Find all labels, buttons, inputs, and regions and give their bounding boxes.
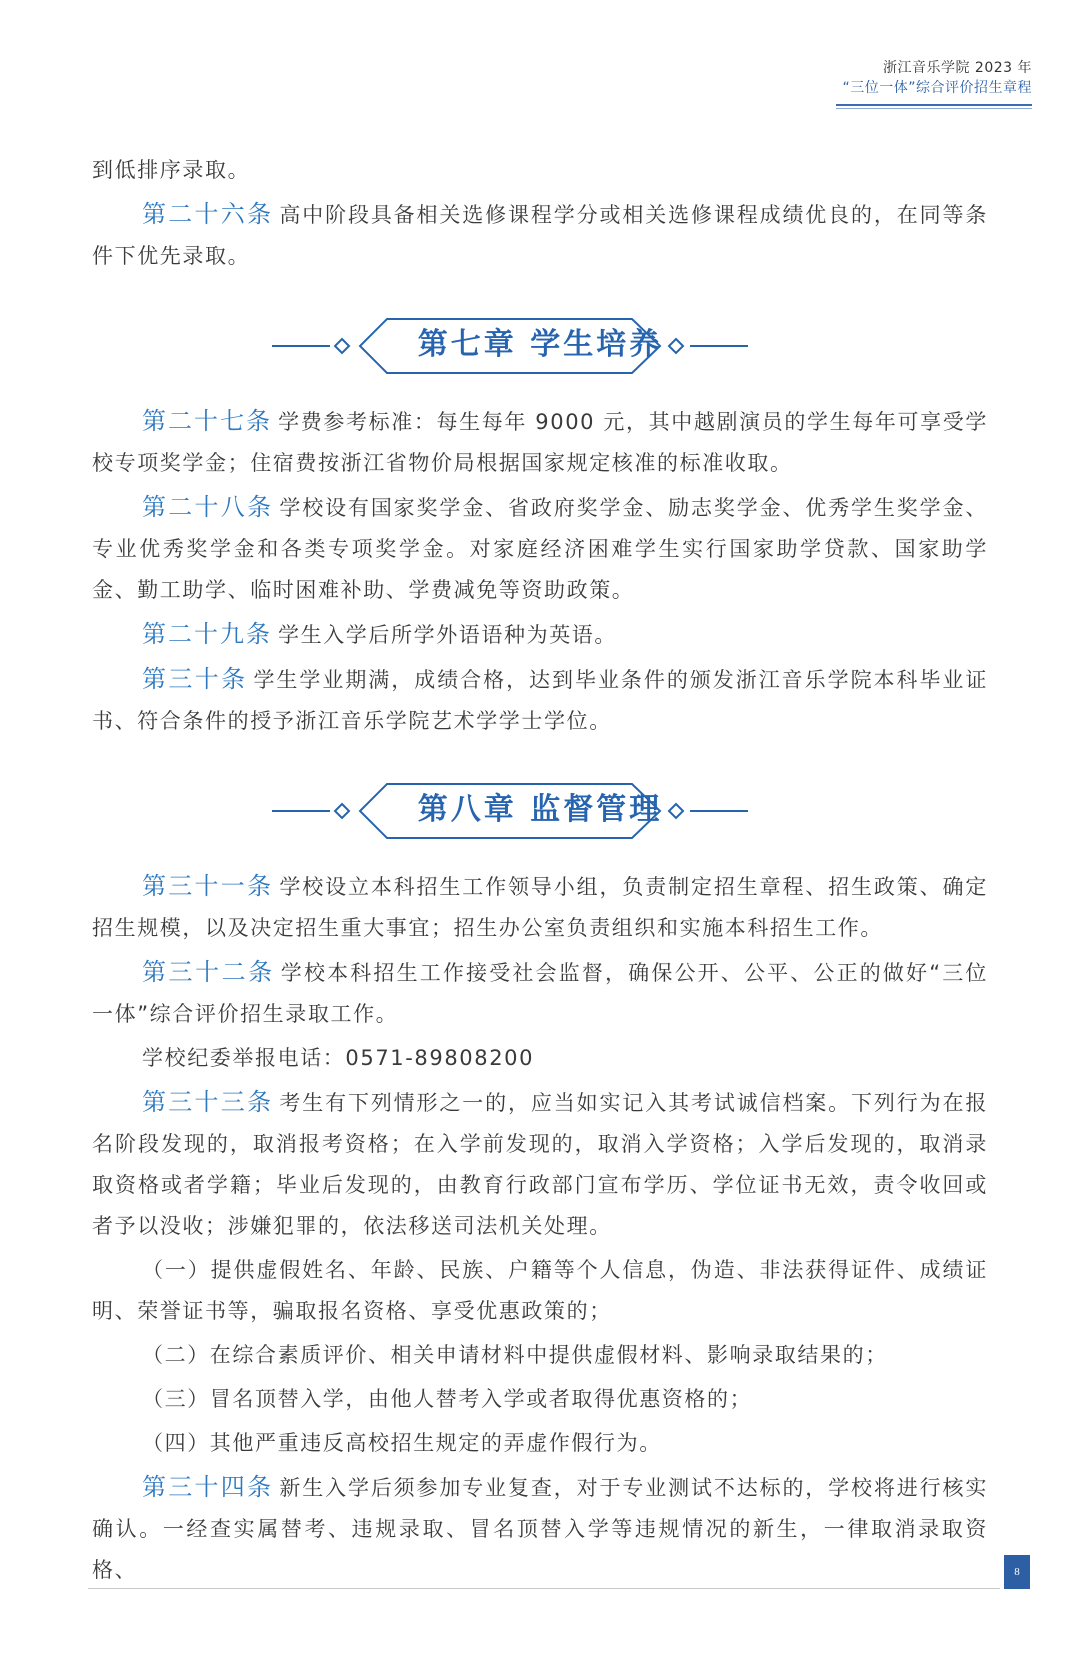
header-rule-thin xyxy=(836,108,1032,109)
article-33 xyxy=(92,1082,988,1247)
article-number: 第三十一条 xyxy=(142,872,274,900)
article-text: 学生入学后所学外语语种为英语。 xyxy=(278,623,617,647)
article-number: 第三十三条 xyxy=(142,1088,274,1116)
list-item: （三）冒名顶替入学，由他人替考入学或者取得优惠资格的； xyxy=(142,1387,753,1411)
paragraph-continuation: 到低排序录取。 xyxy=(92,158,251,182)
chapter-8-heading xyxy=(92,776,988,846)
article-34 xyxy=(92,1467,988,1591)
article-26 xyxy=(92,194,988,277)
article-text: 学校本科招生工作接受社会监督，确保公开、公平、公正的做好“三位一体”综合评价招生录取工作。 xyxy=(92,961,989,1026)
article-number: 第二十六条 xyxy=(142,200,274,228)
list-item: （四）其他严重违反高校招生规定的弄虚作假行为。 xyxy=(142,1431,662,1455)
list-item: （一）提供虚假姓名、年龄、民族、户籍等个人信息，伪造、非法获得证件、成绩证明、荣誉证书等，骗取报名资格、享受优惠政策的； xyxy=(92,1258,988,1323)
list-item: （二）在综合素质评价、相关申请材料中提供虚假材料、影响录取结果的； xyxy=(142,1343,888,1367)
article-28 xyxy=(92,487,988,611)
header-doc-title: “三位一体”综合评价招生章程 xyxy=(842,80,1032,96)
article-text: 高中阶段具备相关选修课程学分或相关选修课程成绩优良的，在同等条件下优先录取。 xyxy=(92,203,988,268)
chapter-title: 第七章 学生培养 xyxy=(417,327,663,362)
article-text: 学校设立本科招生工作领导小组，负责制定招生章程、招生政策、确定招生规模，以及决定招生重大事宜；招生办公室负责组织和实施本科招生工作。 xyxy=(92,875,988,940)
footer-rule xyxy=(88,1588,1000,1589)
document-body xyxy=(92,150,988,1591)
article-27 xyxy=(92,401,988,484)
article-number: 第二十七条 xyxy=(142,407,273,435)
article-text: 学校设有国家奖学金、省政府奖学金、励志奖学金、优秀学生奖学金、专业优秀奖学金和各类专项奖学金。对家庭经济困难学生实行国家助学贷款、国家助学金、勤工助学、临时困难补助、学费减免等资助政策。 xyxy=(92,496,988,602)
article-text: 考生有下列情形之一的，应当如实记入其考试诚信档案。下列行为在报名阶段发现的，取消报考资格；在入学前发现的，取消入学资格；入学后发现的，取消录取资格或者学籍；毕业后发现的，由教育行政部门宣布学历、学位证书无效，责令收回或者予以没收；涉嫌犯罪的，依法移送司法机关处理。 xyxy=(92,1091,988,1238)
page-header xyxy=(842,58,1032,98)
article-number: 第二十九条 xyxy=(142,620,272,648)
chapter-7-heading xyxy=(92,311,988,381)
header-school-year: 浙江音乐学院 2023 年 xyxy=(882,60,1032,76)
header-rule xyxy=(836,104,1032,106)
article-text: 学生学业期满，成绩合格，达到毕业条件的颁发浙江音乐学院本科毕业证书、符合条件的授予浙江音乐学院艺术学学士学位。 xyxy=(92,668,988,733)
article-number: 第三十二条 xyxy=(142,958,275,986)
article-31 xyxy=(92,866,988,949)
article-text: 新生入学后须参加专业复查，对于专业测试不达标的，学校将进行核实确认。一经查实属替考、违规录取、冒名顶替入学等违规情况的新生，一律取消录取资格、 xyxy=(92,1476,988,1582)
article-text: 学费参考标准：每生每年 9000 元，其中越剧演员的学生每年可享受学校专项奖学金；住宿费按浙江省物价局根据国家规定核准的标准收取。 xyxy=(92,410,988,475)
article-32 xyxy=(92,952,988,1035)
article-number: 第二十八条 xyxy=(142,493,274,521)
article-29 xyxy=(92,614,988,656)
article-30 xyxy=(92,659,988,742)
chapter-title: 第八章 监督管理 xyxy=(417,792,663,827)
report-phone: 学校纪委举报电话：0571-89808200 xyxy=(142,1046,535,1070)
article-number: 第三十四条 xyxy=(142,1473,274,1501)
page-number: 8 xyxy=(1004,1555,1030,1589)
article-number: 第三十条 xyxy=(142,665,248,693)
